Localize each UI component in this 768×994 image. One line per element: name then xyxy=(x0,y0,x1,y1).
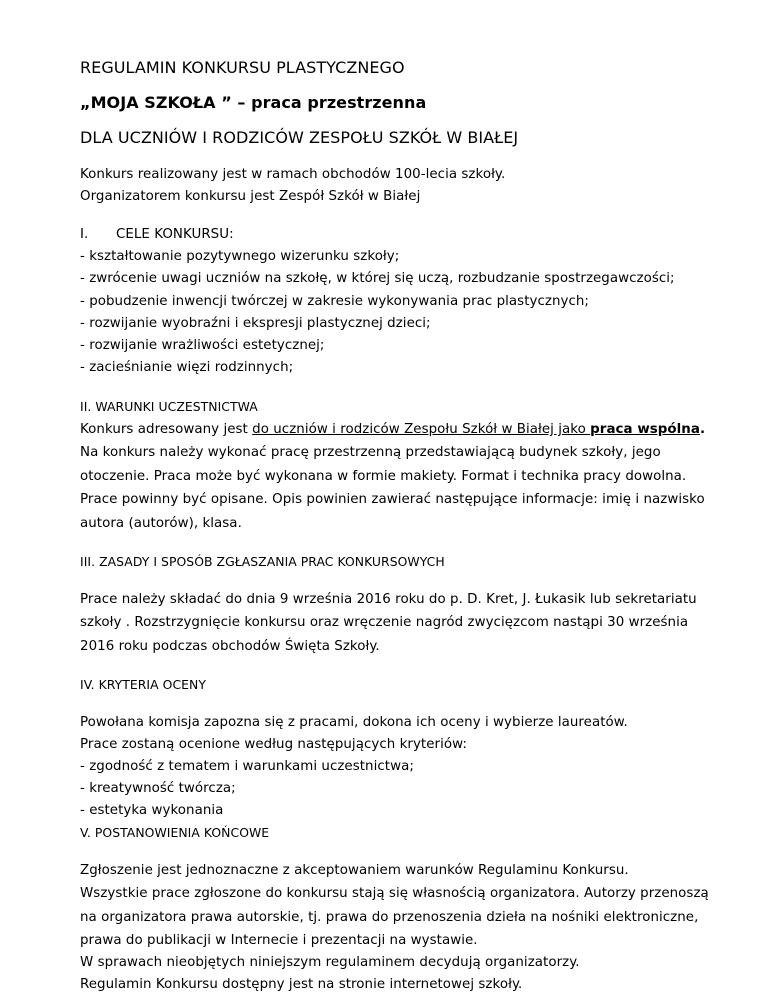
paragraph-line: Powołana komisja zapozna się z pracami, dokona ich oceny i wybierze laureatów. xyxy=(80,715,628,730)
list-item: - rozwijanie wyobraźni i ekspresji plastycznej dzieci; xyxy=(80,316,431,331)
section-1-number: I. xyxy=(80,227,89,242)
paragraph-line: autora (autorów), klasa. xyxy=(80,516,242,531)
paragraph-line xyxy=(80,422,705,437)
list-item: - zgodność z tematem i warunkami uczestnictwa; xyxy=(80,759,414,774)
list-item: - zacieśnianie więzi rodzinnych; xyxy=(80,360,294,375)
paragraph-line: otoczenie. Praca może być wykonana w formie makiety. Format i technika pracy dowolna. xyxy=(80,469,687,484)
list-item: - pobudzenie inwencji twórczej w zakresie wykonywania prac plastycznych; xyxy=(80,294,589,309)
paragraph-line: 2016 roku podczas obchodów Święta Szkoły. xyxy=(80,639,380,654)
section-3-title: III. ZASADY I SPOSÓB ZGŁASZANIA PRAC KONKURSOWYCH xyxy=(80,554,445,569)
paragraph-line: Prace należy składać do dnia 9 września 2016 roku do p. D. Kret, J. Łukasik lub sekretariatu xyxy=(80,592,697,607)
document-title: REGULAMIN KONKURSU PLASTYCZNEGO xyxy=(80,58,405,77)
list-item: - rozwijanie wrażliwości estetycznej; xyxy=(80,338,325,353)
bold-underlined-text: praca wspólna xyxy=(590,422,700,437)
document-subtitle: „MOJA SZKOŁA ” – praca przestrzenna xyxy=(80,93,427,112)
list-item: - estetyka wykonania xyxy=(80,803,224,818)
paragraph-line: na organizatora prawa autorskie, tj. prawa do przenoszenia dzieła na nośniki elektroniczne, xyxy=(80,910,699,925)
text-span: . xyxy=(699,422,706,437)
paragraph-line: Regulamin Konkursu dostępny jest na stronie internetowej szkoły. xyxy=(80,977,523,992)
paragraph-line: prawa do publikacji w Internecie i prezentacji na wystawie. xyxy=(80,933,478,948)
section-2-title: II. WARUNKI UCZESTNICTWA xyxy=(80,399,258,414)
document-audience: DLA UCZNIÓW I RODZICÓW ZESPOŁU SZKÓŁ W BIAŁEJ xyxy=(80,128,519,147)
list-item: - kształtowanie pozytywnego wizerunku szkoły; xyxy=(80,249,400,264)
paragraph-line: Wszystkie prace zgłoszone do konkursu stają się własnością organizatora. Autorzy przenoszą xyxy=(80,886,709,901)
paragraph-line: Na konkurs należy wykonać pracę przestrzenną przedstawiającą budynek szkoły, jego xyxy=(80,445,661,460)
underlined-text: do uczniów i rodziców Zespołu Szkół w Białej jako xyxy=(252,422,591,437)
intro-line: Konkurs realizowany jest w ramach obchodów 100-lecia szkoły. xyxy=(80,167,506,182)
paragraph-line: W sprawach nieobjętych niniejszym regulaminem decydują organizatorzy. xyxy=(80,955,580,970)
list-item: - kreatywność twórcza; xyxy=(80,781,236,796)
paragraph-line: szkoły . Rozstrzygnięcie konkursu oraz wręczenie nagród zwycięzcom nastąpi 30 września xyxy=(80,615,689,630)
paragraph-line: Prace powinny być opisane. Opis powinien zawierać następujące informacje: imię i nazwisko xyxy=(80,492,705,507)
section-5-title: V. POSTANOWIENIA KOŃCOWE xyxy=(80,825,270,840)
paragraph-line: Prace zostaną ocenione według następujących kryteriów: xyxy=(80,737,467,752)
paragraph-line: Zgłoszenie jest jednoznaczne z akceptowaniem warunków Regulaminu Konkursu. xyxy=(80,863,629,878)
intro-line: Organizatorem konkursu jest Zespół Szkół w Białej xyxy=(80,189,421,204)
section-4-title: IV. KRYTERIA OCENY xyxy=(80,677,206,692)
list-item: - zwrócenie uwagi uczniów na szkołę, w której się uczą, rozbudzanie spostrzegawczości; xyxy=(80,271,675,286)
section-1-heading xyxy=(80,227,234,242)
section-1-title: CELE KONKURSU: xyxy=(116,227,234,242)
text-span: Konkurs adresowany jest xyxy=(80,422,253,437)
